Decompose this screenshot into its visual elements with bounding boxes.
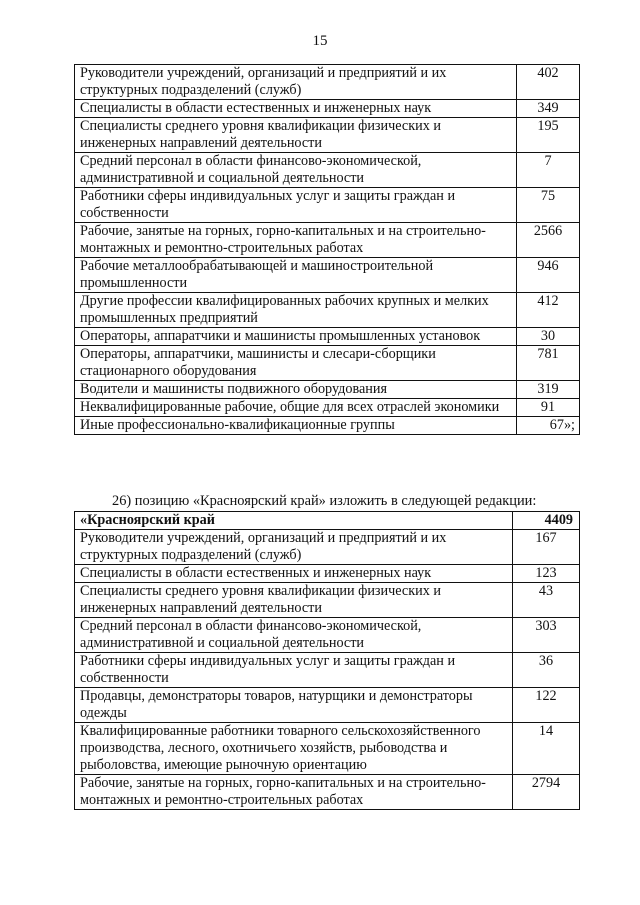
row-label: Продавцы, демонстраторы товаров, натурщики и демонстраторы одежды <box>75 688 513 723</box>
region-total: 4409 <box>513 512 580 530</box>
occupation-table-krasnoyarsk <box>74 511 580 810</box>
table-row <box>75 118 580 153</box>
row-value: 402 <box>517 65 580 100</box>
row-value: 7 <box>517 153 580 188</box>
table-row <box>75 417 580 435</box>
row-value: 195 <box>517 118 580 153</box>
row-label: Рабочие, занятые на горных, горно-капитальных и на строительно-монтажных и ремонтно-строительных работах <box>75 775 513 810</box>
row-value: 303 <box>513 618 580 653</box>
row-label: Специалисты в области естественных и инженерных наук <box>75 565 513 583</box>
row-value: 91 <box>517 399 580 417</box>
row-label: Другие профессии квалифицированных рабочих крупных и мелких промышленных предприятий <box>75 293 517 328</box>
row-label: Работники сферы индивидуальных услуг и защиты граждан и собственности <box>75 188 517 223</box>
row-value: 36 <box>513 653 580 688</box>
row-label: Рабочие металлообрабатывающей и машиностроительной промышленности <box>75 258 517 293</box>
row-label: Неквалифицированные рабочие, общие для всех отраслей экономики <box>75 399 517 417</box>
row-value: 781 <box>517 346 580 381</box>
row-label: Водители и машинисты подвижного оборудования <box>75 381 517 399</box>
row-value: 946 <box>517 258 580 293</box>
row-value: 2794 <box>513 775 580 810</box>
table-row <box>75 565 580 583</box>
table-row <box>75 223 580 258</box>
table-row <box>75 100 580 118</box>
row-label: Средний персонал в области финансово-экономической, административной и социальной деятельности <box>75 618 513 653</box>
row-label: Рабочие, занятые на горных, горно-капитальных и на строительно-монтажных и ремонтно-строительных работах <box>75 223 517 258</box>
table-row <box>75 65 580 100</box>
table-row <box>75 775 580 810</box>
row-label: Руководители учреждений, организаций и предприятий и их структурных подразделений (служб) <box>75 530 513 565</box>
row-label: Руководители учреждений, организаций и предприятий и их структурных подразделений (служб) <box>75 65 517 100</box>
row-label: Средний персонал в области финансово-экономической, административной и социальной деятельности <box>75 153 517 188</box>
table-row <box>75 381 580 399</box>
amendment-instruction: 26) позицию «Красноярский край» изложить в следующей редакции: <box>112 493 537 509</box>
row-value: 349 <box>517 100 580 118</box>
row-value: 67»; <box>517 417 580 435</box>
page-number: 15 <box>312 33 328 49</box>
table-row <box>75 530 580 565</box>
table-row <box>75 328 580 346</box>
row-value: 14 <box>513 723 580 775</box>
row-label: Иные профессионально-квалификационные группы <box>75 417 517 435</box>
table-row <box>75 153 580 188</box>
table-row <box>75 583 580 618</box>
row-label: Специалисты в области естественных и инженерных наук <box>75 100 517 118</box>
row-value: 30 <box>517 328 580 346</box>
row-label: Специалисты среднего уровня квалификации физических и инженерных направлений деятельности <box>75 118 517 153</box>
row-label: Операторы, аппаратчики и машинисты промышленных установок <box>75 328 517 346</box>
row-value: 75 <box>517 188 580 223</box>
table-row <box>75 723 580 775</box>
row-label: Квалифицированные работники товарного сельскохозяйственного производства, лесного, охотничьего хозяйств, рыбоводства и рыболовства, имеющие рыночную ориентацию <box>75 723 513 775</box>
row-value: 122 <box>513 688 580 723</box>
table-row <box>75 293 580 328</box>
table-row <box>75 188 580 223</box>
row-value: 167 <box>513 530 580 565</box>
occupation-table-previous <box>74 64 580 435</box>
row-label: Операторы, аппаратчики, машинисты и слесари-сборщики стационарного оборудования <box>75 346 517 381</box>
table-row <box>75 653 580 688</box>
row-label: Специалисты среднего уровня квалификации физических и инженерных направлений деятельности <box>75 583 513 618</box>
row-value: 412 <box>517 293 580 328</box>
row-value: 123 <box>513 565 580 583</box>
row-label: Работники сферы индивидуальных услуг и защиты граждан и собственности <box>75 653 513 688</box>
row-value: 2566 <box>517 223 580 258</box>
table-row <box>75 346 580 381</box>
table-row <box>75 399 580 417</box>
row-value: 319 <box>517 381 580 399</box>
table-row <box>75 618 580 653</box>
table-row <box>75 258 580 293</box>
region-header-row <box>75 512 580 530</box>
row-value: 43 <box>513 583 580 618</box>
table-row <box>75 688 580 723</box>
region-name: «Красноярский край <box>75 512 513 530</box>
